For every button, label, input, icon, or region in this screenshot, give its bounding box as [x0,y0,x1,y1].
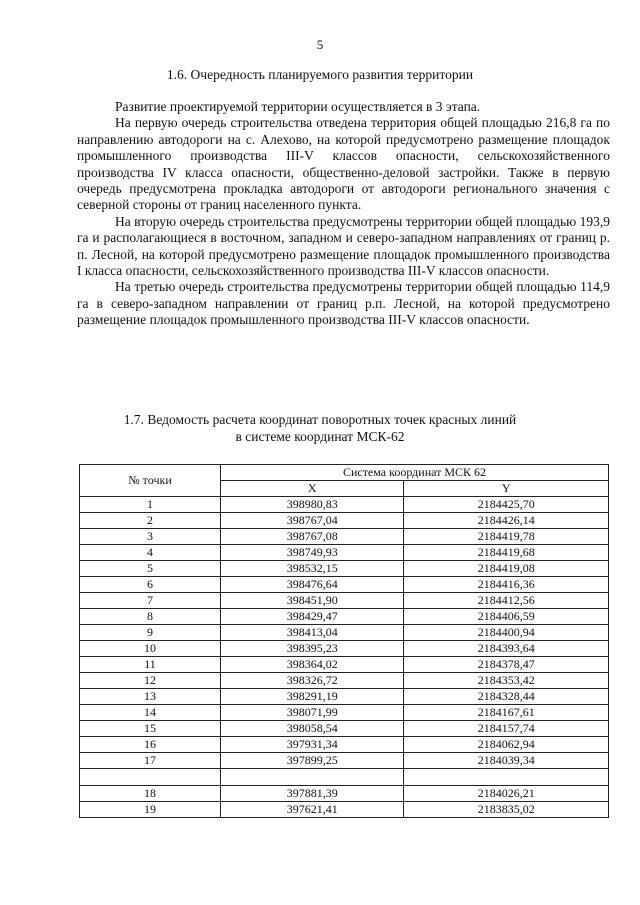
table-row [80,609,609,625]
spacer-cell [221,769,404,786]
cell-y: 2184062,94 [404,737,609,753]
cell-x: 398364,02 [221,657,404,673]
table-row [80,721,609,737]
cell-point-number: 1 [80,497,221,513]
cell-y: 2184353,42 [404,673,609,689]
cell-point-number: 9 [80,625,221,641]
cell-y: 2184419,78 [404,529,609,545]
cell-point-number: 12 [80,673,221,689]
table-row [80,625,609,641]
cell-x: 397881,39 [221,786,404,802]
cell-x: 398071,99 [221,705,404,721]
table-row [80,593,609,609]
paragraph-stages: Развитие проектируемой территории осуществляется в 3 этапа. [115,99,481,114]
cell-x: 398767,08 [221,529,404,545]
cell-x: 398413,04 [221,625,404,641]
paragraph-first-stage: На первую очередь строительства отведена территория общей площадью 216,8 га по направлению автодороги на с. Алехово, на которой предусмотрено размещение площадок промышленного производства III-V классов опасности, сельскохозяйственного производства IV класса опасности, общественно-деловой застройки. Также в первую очередь предусмотрена прокладка автодороги от автодороги регионального значения с северной стороны от границ населенного пункта. [77,115,610,213]
cell-y: 2184393,64 [404,641,609,657]
cell-point-number: 11 [80,657,221,673]
table-row [80,673,609,689]
section-title-1-7-line2: в системе координат МСК-62 [235,429,405,444]
table-row [80,737,609,753]
cell-y: 2184419,08 [404,561,609,577]
cell-y: 2184167,61 [404,705,609,721]
header-y: Y [404,481,609,497]
cell-x: 398532,15 [221,561,404,577]
body-text [77,99,610,329]
cell-x: 397899,25 [221,753,404,769]
cell-x: 397621,41 [221,802,404,818]
cell-x: 398058,54 [221,721,404,737]
table-row [80,641,609,657]
cell-x: 398980,83 [221,497,404,513]
section-title-1-7-line1: 1.7. Ведомость расчета координат поворотных точек красных линий [123,412,517,427]
cell-x: 398429,47 [221,609,404,625]
cell-y: 2184378,47 [404,657,609,673]
table-row [80,689,609,705]
cell-point-number: 10 [80,641,221,657]
table-row [80,657,609,673]
table-body-part2 [80,786,609,818]
page-number: 5 [316,37,324,52]
cell-x: 398767,04 [221,513,404,529]
coordinates-table [79,464,609,818]
section-title-1-6: 1.6. Очередность планируемого развития территории [166,67,474,82]
table-spacer [80,769,609,786]
spacer-cell [404,769,609,786]
paragraph-third-stage: На третью очередь строительства предусмотрены территории общей площадью 114,9 га в северо-западном направлении от границ р.п. Лесной, на которой предусмотрено размещение площадок промышленного производства III-V классов опасности. [77,279,610,328]
cell-point-number: 2 [80,513,221,529]
header-point-number: № точки [80,465,221,497]
paragraph-second-stage: На вторую очередь строительства предусмотрены территории общей площадью 193,9 га и располагающиеся в восточном, западном и северо-западном направлениях от границ р. п. Лесной, на которой предусмотрено размещение площадок промышленного производства I класса опасности, сельскохозяйственного производства III-V классов опасности. [77,213,610,279]
cell-point-number: 8 [80,609,221,625]
cell-y: 2184400,94 [404,625,609,641]
cell-x: 398291,19 [221,689,404,705]
cell-point-number: 14 [80,705,221,721]
cell-y: 2184412,56 [404,593,609,609]
table-row [80,545,609,561]
cell-point-number: 6 [80,577,221,593]
table-row [80,802,609,818]
cell-point-number: 19 [80,802,221,818]
cell-y: 2184416,36 [404,577,609,593]
cell-x: 398326,72 [221,673,404,689]
cell-x: 398451,90 [221,593,404,609]
cell-point-number: 4 [80,545,221,561]
cell-y: 2184425,70 [404,497,609,513]
table-row [80,577,609,593]
table-row [80,529,609,545]
cell-y: 2184406,59 [404,609,609,625]
cell-y: 2184026,21 [404,786,609,802]
cell-point-number: 13 [80,689,221,705]
header-coordinate-system: Система координат МСК 62 [221,465,609,481]
table-row [80,753,609,769]
header-x: X [221,481,404,497]
cell-y: 2184157,74 [404,721,609,737]
table-row [80,786,609,802]
table-row [80,513,609,529]
cell-x: 397931,34 [221,737,404,753]
table-row [80,497,609,513]
cell-y: 2184328,44 [404,689,609,705]
cell-point-number: 18 [80,786,221,802]
cell-point-number: 17 [80,753,221,769]
table-spacer-row [80,769,609,786]
cell-x: 398476,64 [221,577,404,593]
cell-y: 2184039,34 [404,753,609,769]
cell-x: 398395,23 [221,641,404,657]
cell-y: 2184419,68 [404,545,609,561]
cell-point-number: 16 [80,737,221,753]
cell-point-number: 7 [80,593,221,609]
cell-point-number: 15 [80,721,221,737]
table-row [80,561,609,577]
table-row [80,705,609,721]
cell-y: 2184426,14 [404,513,609,529]
spacer-cell [80,769,221,786]
cell-y: 2183835,02 [404,802,609,818]
cell-point-number: 3 [80,529,221,545]
table-body-part1 [80,497,609,769]
table-header-row [80,465,609,481]
cell-x: 398749,93 [221,545,404,561]
cell-point-number: 5 [80,561,221,577]
section-title-1-7 [0,411,640,445]
